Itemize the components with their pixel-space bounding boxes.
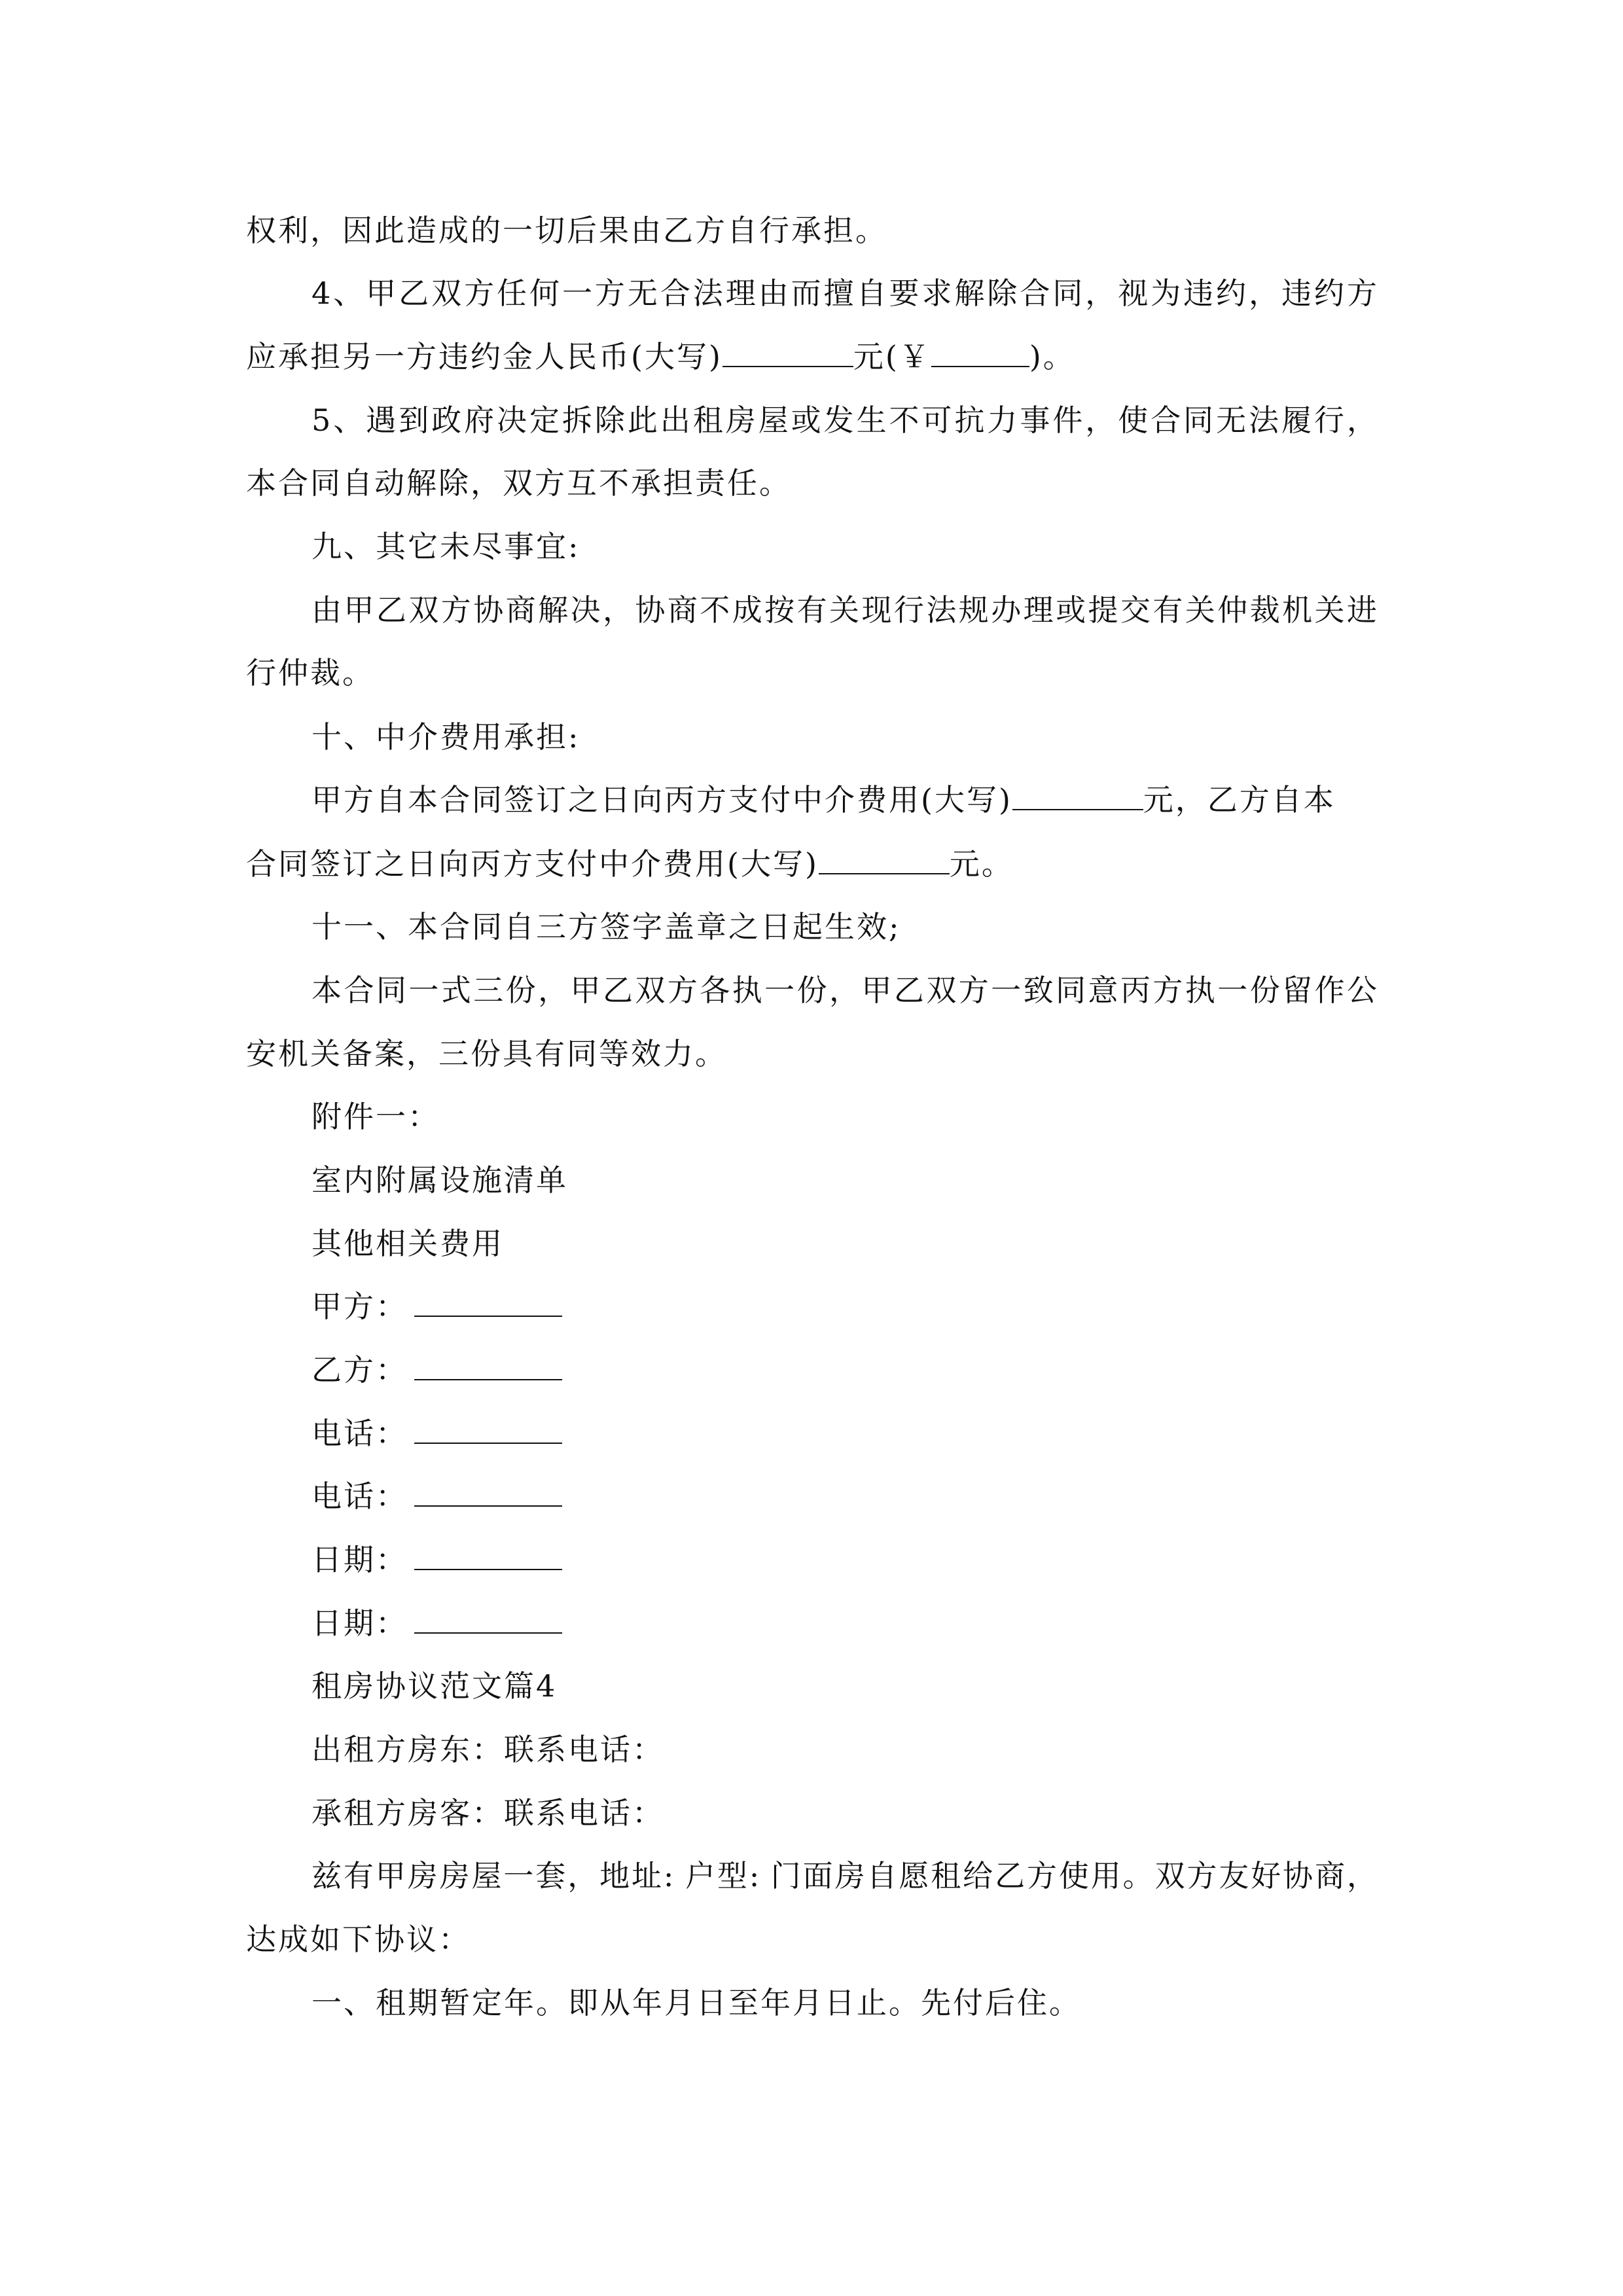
tenant-line: 承租方房客：联系电话： [312, 1795, 664, 1831]
signature-label: 乙方： [312, 1352, 408, 1388]
fill-in-blank [931, 337, 1029, 367]
paragraph-line [312, 780, 1336, 819]
fill-in-blank [819, 844, 950, 874]
section-heading: 十一、本合同自三方签字盖章之日起生效; [312, 909, 901, 944]
signature-label: 甲方： [312, 1289, 408, 1324]
text-segment: 合同签订之日向丙方支付中介费用(大写) [246, 846, 819, 882]
paragraph-line: 4、甲乙双方任何一方无合法理由而擅自要求解除合同，视为违约，违约方 [312, 276, 1377, 311]
phone-label: 电话： [312, 1479, 408, 1514]
phone-blank [414, 1414, 562, 1444]
signature-blank [414, 1287, 562, 1317]
paragraph-line: 由甲乙双方协商解决，协商不成按有关现行法规办理或提交有关仲裁机关进 [312, 592, 1377, 628]
date-label: 日期： [312, 1605, 408, 1641]
fill-in-blank [722, 337, 853, 367]
signature-line-party-a [312, 1287, 562, 1326]
landlord-line: 出租方房东：联系电话： [312, 1732, 664, 1767]
phone-blank [414, 1477, 562, 1507]
attachment-heading: 附件一： [312, 1099, 440, 1134]
text-segment: 元(￥ [853, 339, 931, 374]
paragraph-line: 兹有甲房房屋一套，地址: 户型: 门面房自愿租给乙方使用。双方友好协商， [312, 1858, 1377, 1893]
paragraph-line: 5、遇到政府决定拆除此出租房屋或发生不可抗力事件，使合同无法履行， [312, 403, 1377, 438]
text-segment: )。 [1029, 339, 1075, 374]
paragraph-line: 权利，因此造成的一切后果由乙方自行承担。 [246, 213, 887, 248]
text-segment: 应承担另一方违约金人民币(大写) [246, 339, 722, 374]
paragraph-line: 安机关备案，三份具有同等效力。 [246, 1036, 727, 1071]
date-blank [414, 1540, 562, 1570]
phone-line [312, 1414, 562, 1453]
paragraph-line [246, 337, 1075, 376]
date-line [312, 1540, 562, 1579]
text-segment: 元，乙方自本 [1143, 782, 1336, 817]
text-segment: 元。 [949, 846, 1014, 882]
date-line [312, 1604, 562, 1643]
date-blank [414, 1604, 562, 1634]
phone-line [312, 1477, 562, 1516]
date-label: 日期： [312, 1542, 408, 1577]
phone-label: 电话： [312, 1416, 408, 1451]
document-title: 租房协议范文篇4 [312, 1668, 558, 1704]
signature-blank [414, 1350, 562, 1380]
fill-in-blank [1012, 780, 1143, 810]
section-heading: 十、中介费用承担: [312, 719, 580, 755]
paragraph-line: 行仲裁。 [246, 655, 374, 691]
signature-line-party-b [312, 1350, 562, 1390]
contract-term: 一、租期暂定年。即从年月日至年月日止。先付后住。 [312, 1985, 1081, 2020]
paragraph-line: 本合同一式三份，甲乙双方各执一份，甲乙双方一致同意丙方执一份留作公 [312, 973, 1377, 1008]
attachment-item: 室内附属设施清单 [312, 1162, 568, 1198]
text-segment: 甲方自本合同签订之日向丙方支付中介费用(大写) [312, 782, 1012, 817]
paragraph-line: 本合同自动解除，双方互不承担责任。 [246, 465, 791, 501]
paragraph-line: 达成如下协议： [246, 1922, 471, 1957]
paragraph-line [246, 844, 1014, 884]
attachment-item: 其他相关费用 [312, 1226, 504, 1261]
section-heading: 九、其它未尽事宜: [312, 529, 580, 564]
